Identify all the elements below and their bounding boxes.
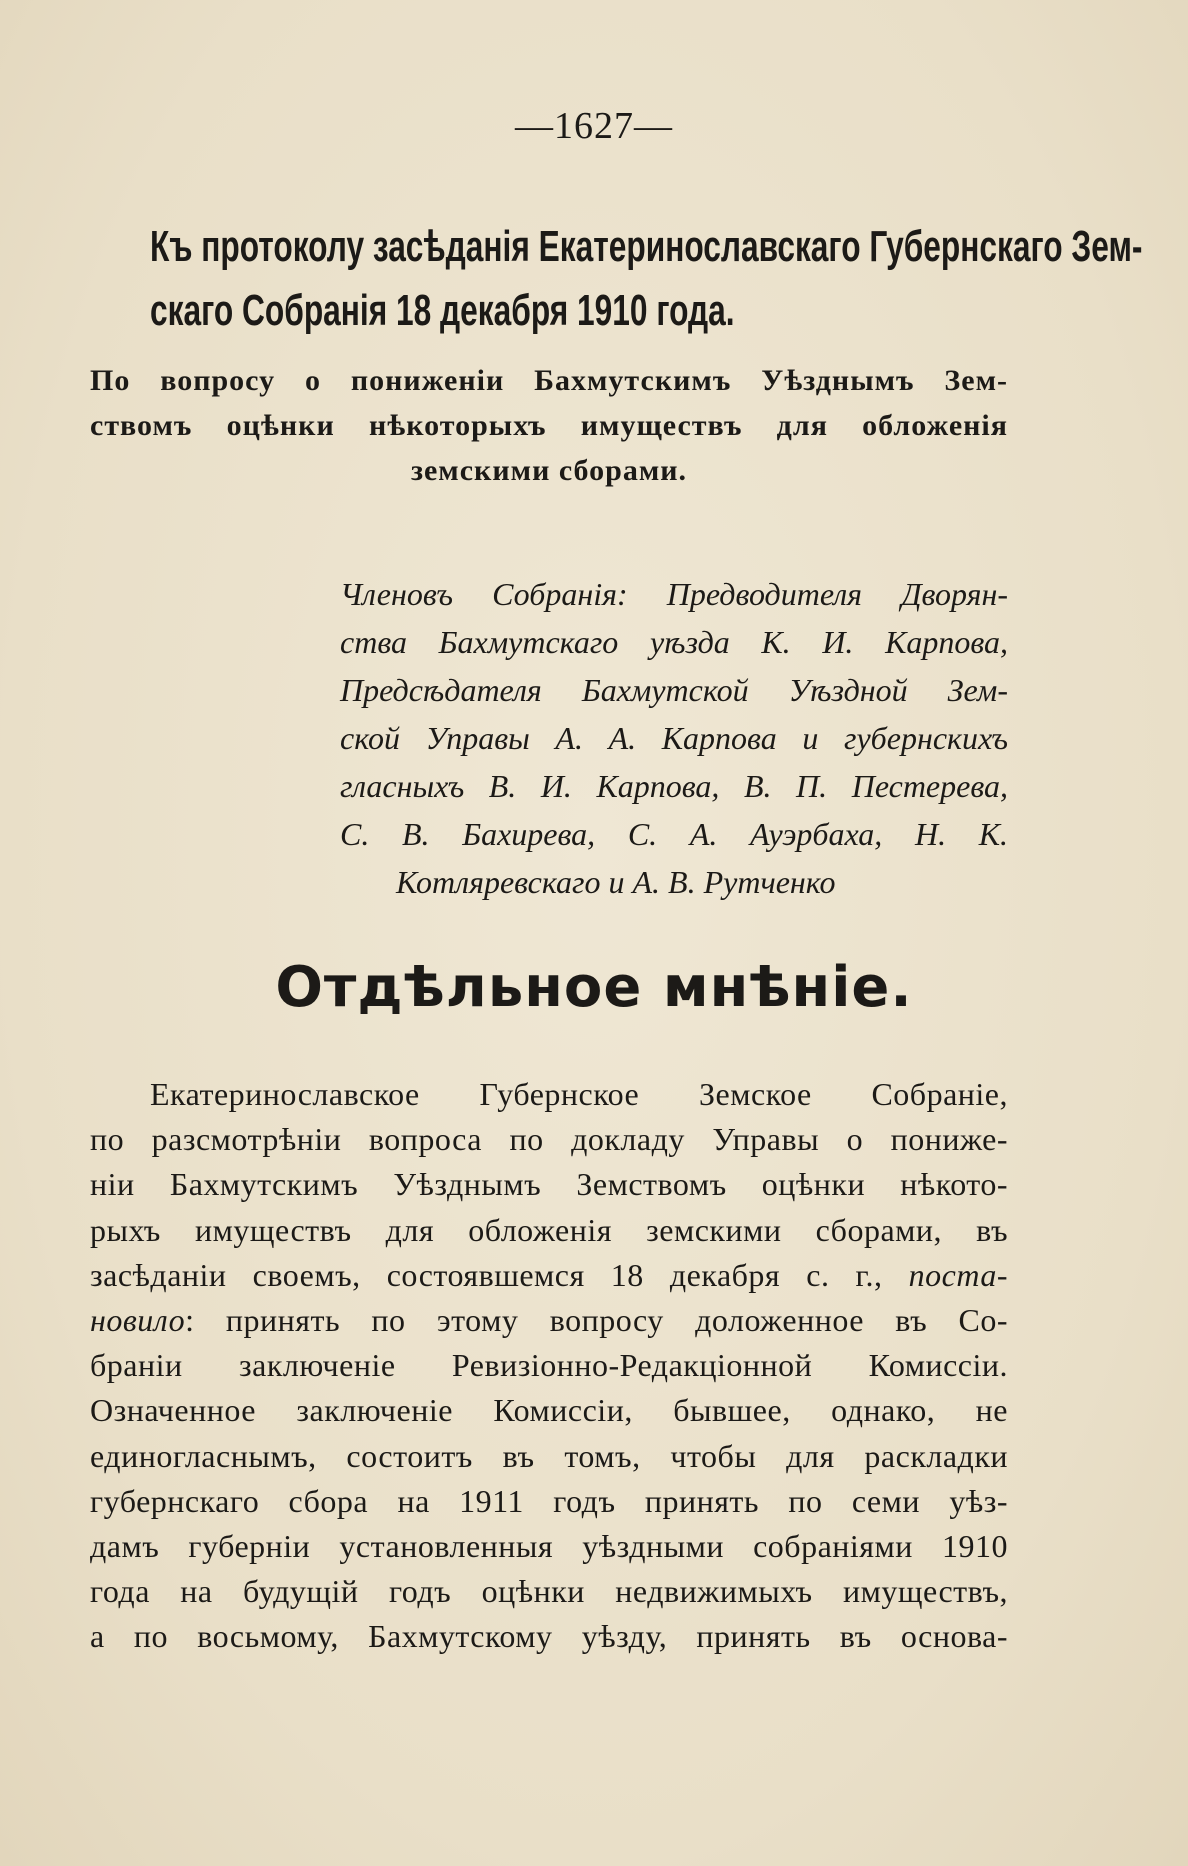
subject-block bbox=[90, 358, 1008, 493]
members-line-3: Предсѣдателя Бахмутской Уѣздной Зем- bbox=[340, 672, 1008, 708]
body-line-6-text: : принять по этому вопросу доложенное въ Со- bbox=[185, 1302, 1008, 1339]
body-line-1: Екатеринославское Губернское Земское Собраніе, bbox=[150, 1076, 1008, 1112]
subject-line-2: ствомъ оцѣнки нѣкоторыхъ имуществъ для обложенія bbox=[90, 409, 1008, 442]
body-paragraph bbox=[90, 1072, 1008, 1660]
body-line-12: года на будущій годъ оцѣнки недвижимыхъ имуществъ, bbox=[90, 1573, 1008, 1610]
members-block bbox=[340, 570, 1008, 906]
protocol-heading bbox=[150, 215, 1143, 343]
body-line-8: Означенное заключеніе Комиссіи, бывшее, однако, не bbox=[90, 1392, 1008, 1429]
page-number: —1627— bbox=[515, 105, 673, 147]
body-line-6-italic: новило bbox=[90, 1302, 186, 1339]
body-line-2: по разсмотрѣніи вопроса по докладу Управы о пониже- bbox=[90, 1121, 1008, 1158]
members-line-6: С. В. Бахирева, С. А. Ауэрбаха, Н. К. bbox=[340, 816, 1008, 852]
members-line-7: Котляревскаго и А. В. Рутченко bbox=[396, 864, 836, 900]
body-line-13: а по восьмому, Бахмутскому уѣзду, принять въ основа- bbox=[90, 1618, 1008, 1655]
subject-line-3: земскими сборами. bbox=[410, 454, 688, 487]
body-line-7: браніи заключеніе Ревизіонно-Редакціонной Комиссіи. bbox=[90, 1347, 1008, 1384]
members-line-4: ской Управы А. А. Карпова и губернскихъ bbox=[340, 720, 1008, 756]
body-line-9: единогласнымъ, состоитъ въ томъ, чтобы для раскладки bbox=[90, 1437, 1008, 1474]
body-line-3: ніи Бахмутскимъ Уѣзднымъ Земствомъ оцѣнки нѣкото- bbox=[90, 1166, 1008, 1203]
body-line-6 bbox=[90, 1298, 1008, 1343]
opinion-title: Отдѣльное мнѣніе. bbox=[275, 955, 913, 1020]
body-line-5-italic: поста- bbox=[908, 1256, 1008, 1293]
heading-line-1: Къ протоколу засѣданія Екатеринославскаго Губернскаго Зем- bbox=[150, 222, 1143, 271]
members-line-5: гласныхъ В. И. Карпова, В. П. Пестерева, bbox=[340, 768, 1008, 804]
subject-line-1: По вопросу о пониженіи Бахмутскимъ Уѣзднымъ Зем- bbox=[90, 364, 1008, 397]
body-line-11: дамъ губерніи установленныя уѣздными собраніями 1910 bbox=[90, 1528, 1008, 1565]
body-line-5-text: засѣданіи своемъ, состоявшемся 18 декабря с. г., bbox=[90, 1256, 909, 1293]
heading-line-2: скаго Собранія 18 декабря 1910 года. bbox=[150, 286, 735, 335]
members-line-2: ства Бахмутскаго уѣзда К. И. Карпова, bbox=[340, 624, 1008, 660]
body-line-5 bbox=[90, 1253, 1008, 1298]
body-line-10: губернскаго сбора на 1911 годъ принять по семи уѣз- bbox=[90, 1482, 1008, 1519]
members-line-1: Членовъ Собранія: Предводителя Дворян- bbox=[340, 576, 1008, 612]
body-line-4: рыхъ имуществъ для обложенія земскими сборами, въ bbox=[90, 1211, 1008, 1248]
